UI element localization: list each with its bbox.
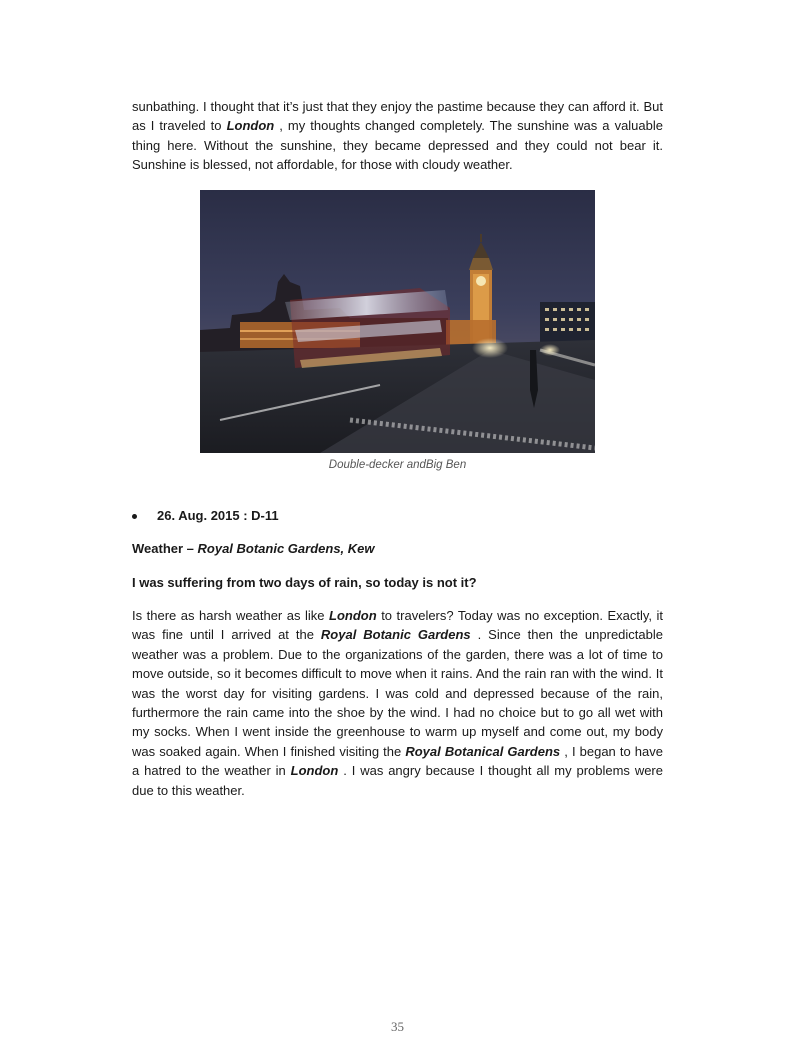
double-decker-big-ben-photo: [200, 190, 595, 453]
photo-caption: Double-decker andBig Ben: [328, 459, 467, 471]
intro-paragraph: sunbathing. I thought that it’s just that they enjoy the pastime because they can afford it. But as I traveled to London , my thoughts changed completely. The sunshine was a valuable thing here. Without the sunshine, they became depressed and they could not bear it. Sunshine is blessed, not affordable, for those with cloudy weather.: [132, 99, 663, 173]
entry-date: 26. Aug. 2015 : D-11: [157, 508, 279, 523]
page-number: 35: [391, 1019, 404, 1034]
weather-heading: Weather – Royal Botanic Gardens, Kew: [132, 541, 375, 556]
weather-paragraph: Is there as harsh weather as like London to travelers? Today was no exception. Exactly, it was fine until I arrived at the Royal Botanic Gardens . Since then the unpredictable weather was a problem. Due to the organizations of the garden, there was a lot of time to move outside, so it becomes difficult to move when it rains. And the rain ran with the wind. It was the worst day for visiting gardens. I was cold and depressed because of the rain, furthermore the rain came into the shoe by the wind. I had no choice but to go all wet with my socks. When I went inside the greenhouse to warm up myself and come out, my body was soaked again. When I finished visiting the Royal Botanical Gardens , I began to have a hatred to the weather in London . I was angry because I thought all my problems were due to this weather.: [132, 608, 663, 798]
london-emphasis: London: [226, 118, 275, 134]
weather-location: Royal Botanic Gardens, Kew: [197, 541, 375, 556]
bullet-icon: [132, 514, 137, 519]
entry-question: I was suffering from two days of rain, so today is not it?: [132, 575, 477, 590]
